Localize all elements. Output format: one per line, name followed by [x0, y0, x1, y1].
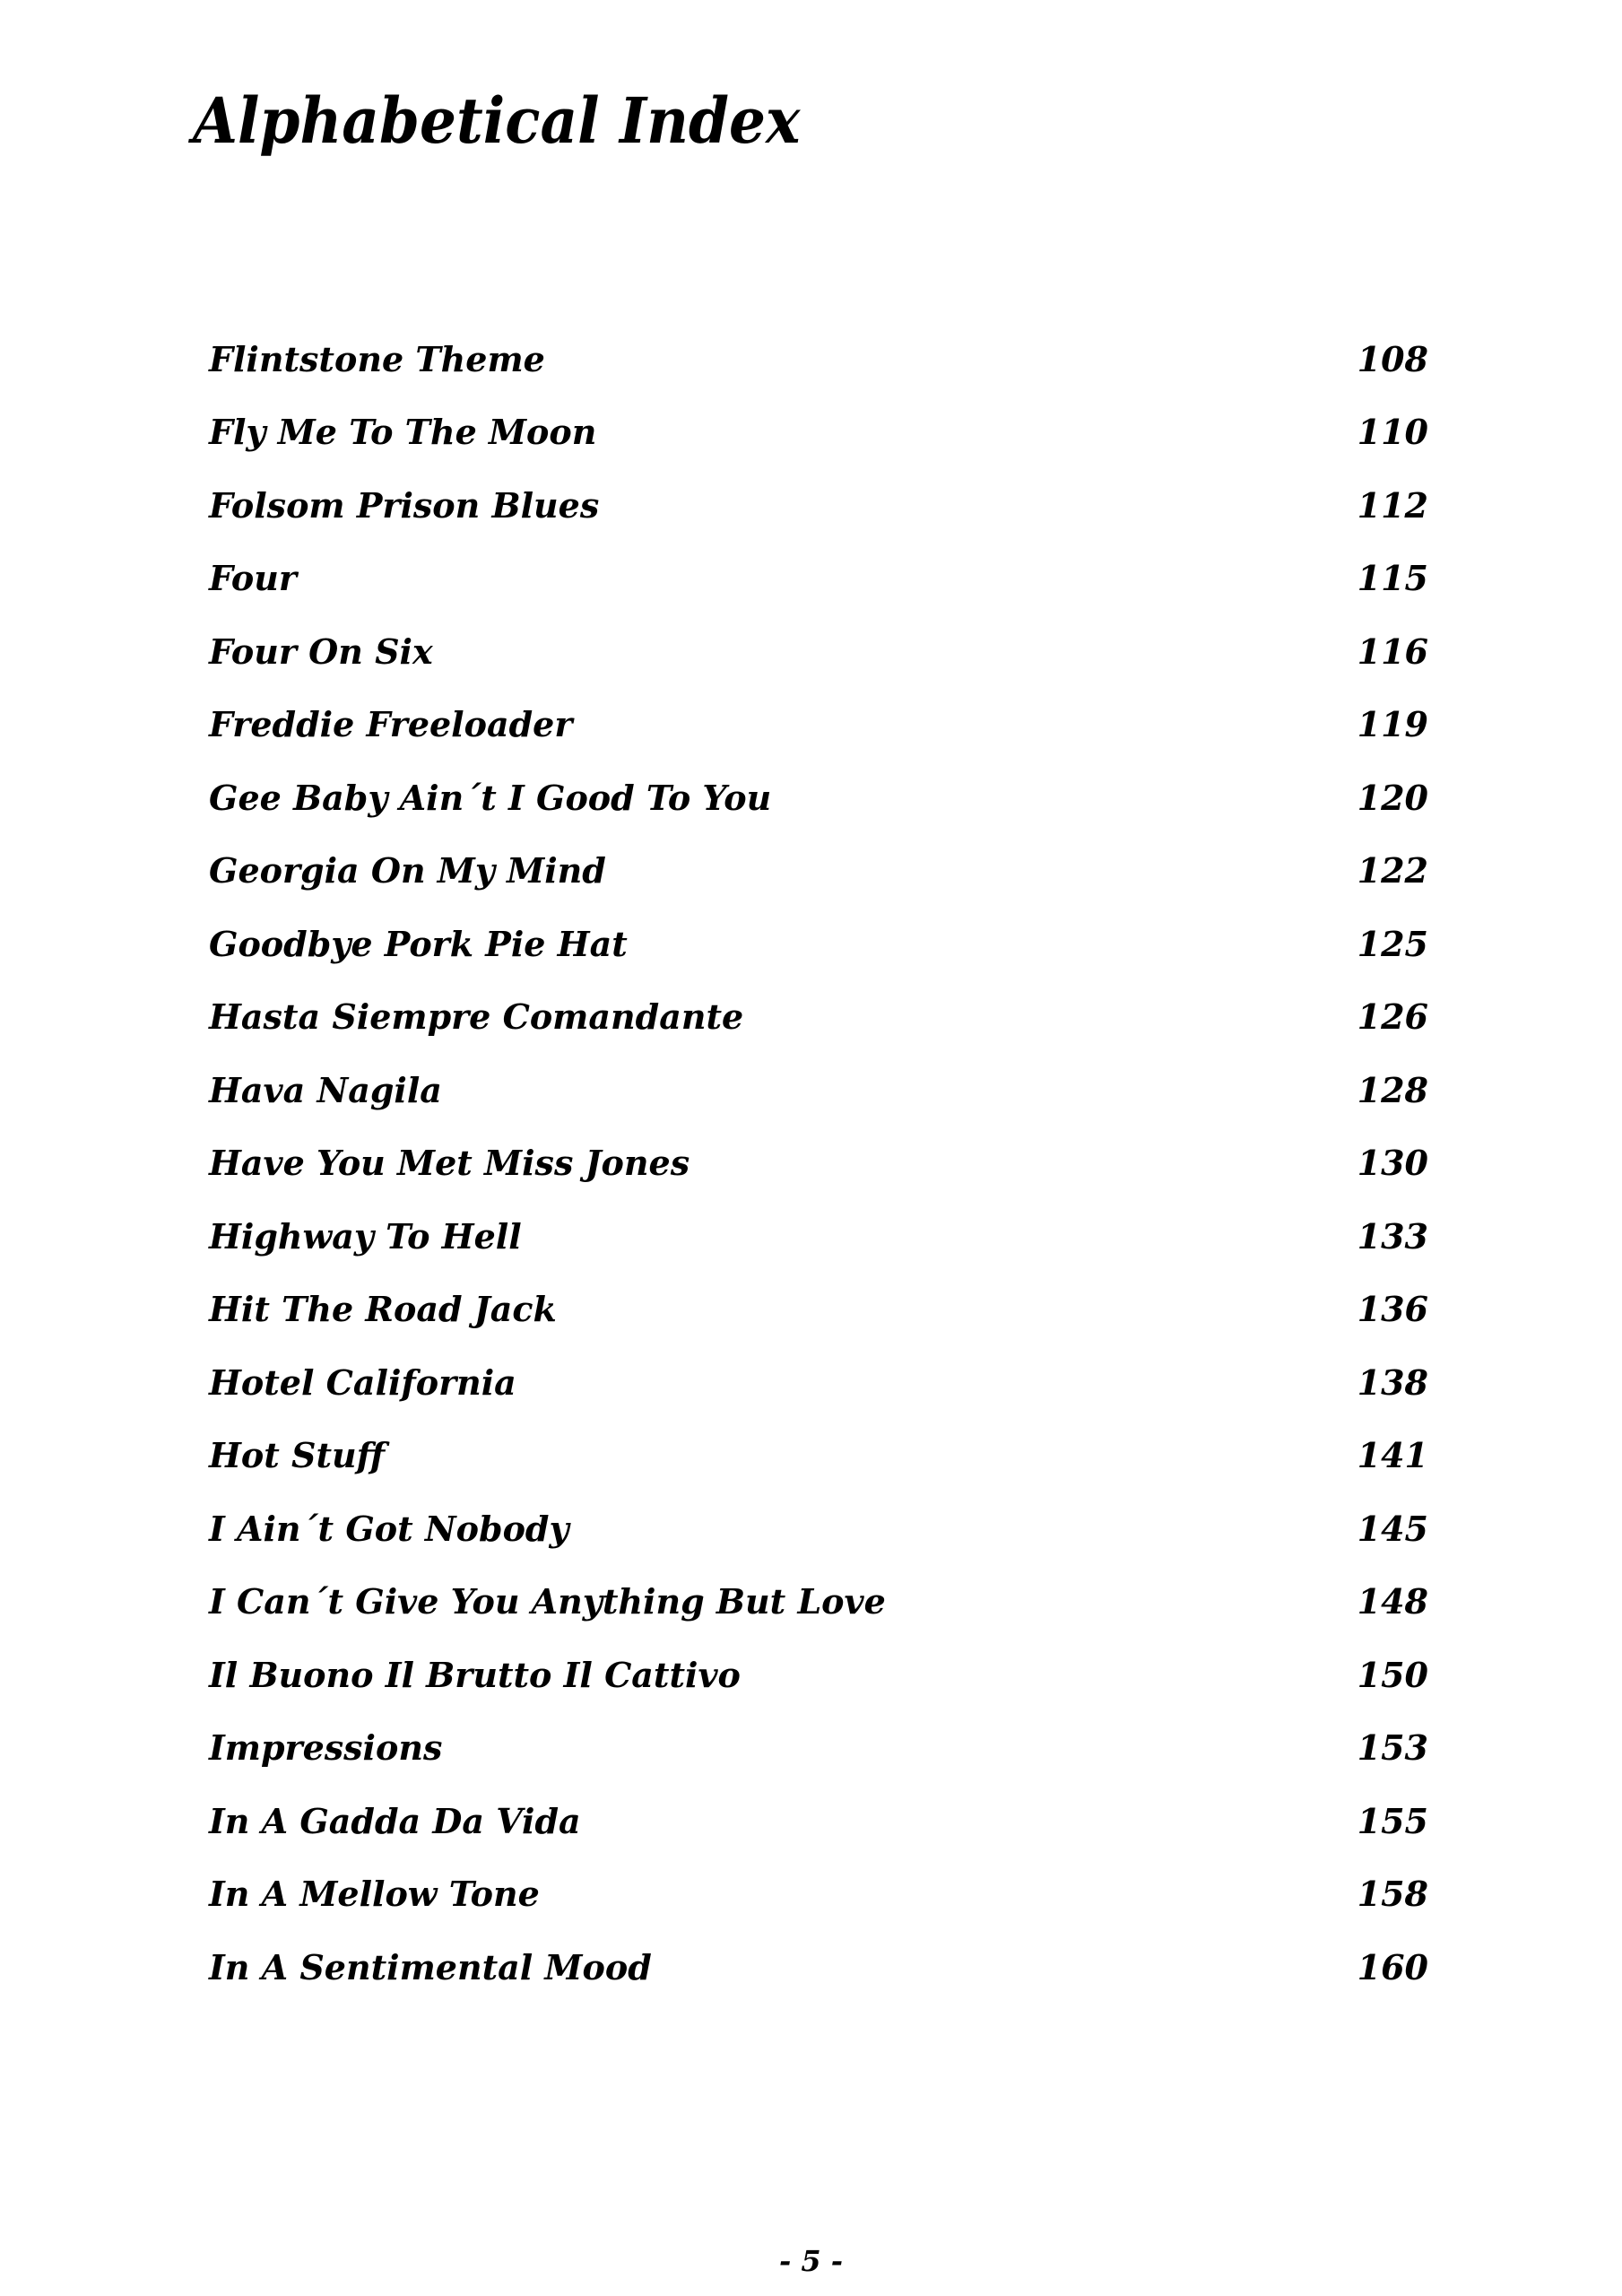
- index-entry[interactable]: [209, 1566, 1428, 1639]
- entry-page-number: 119: [1357, 704, 1428, 745]
- entry-title: In A Gadda Da Vida: [209, 1800, 581, 1841]
- entry-title: Flintstone Theme: [209, 338, 545, 379]
- entry-page-number: 125: [1357, 923, 1428, 964]
- entry-title: In A Mellow Tone: [209, 1874, 540, 1915]
- entry-title: Four On Six: [209, 631, 433, 672]
- entry-title: Folsom Prison Blues: [209, 484, 600, 526]
- entry-page-number: 128: [1357, 1069, 1428, 1110]
- index-entry[interactable]: [209, 323, 1428, 396]
- entry-page-number: 108: [1357, 338, 1428, 379]
- entry-title: Hot Stuff: [209, 1435, 386, 1476]
- entry-title: Hasta Siempre Comandante: [209, 996, 744, 1038]
- entry-title: Georgia On My Mind: [209, 850, 606, 891]
- index-entry[interactable]: [209, 1785, 1428, 1858]
- index-entry[interactable]: [209, 615, 1428, 689]
- entry-page-number: 120: [1357, 777, 1428, 818]
- entry-title: In A Sentimental Mood: [209, 1946, 652, 1987]
- entry-page-number: 133: [1357, 1215, 1428, 1257]
- entry-title: Goodbye Pork Pie Hat: [209, 923, 628, 964]
- index-entry[interactable]: [209, 1274, 1428, 1347]
- page-title: Alphabetical Index: [193, 83, 801, 158]
- entry-title: I Ain´t Got Nobody: [209, 1508, 569, 1549]
- entry-title: Fly Me To The Moon: [209, 412, 597, 453]
- entry-page-number: 155: [1357, 1800, 1428, 1841]
- entry-page-number: 160: [1357, 1946, 1428, 1987]
- index-entry[interactable]: [209, 1127, 1428, 1201]
- index-entry[interactable]: [209, 1054, 1428, 1127]
- index-list: [209, 323, 1428, 2005]
- index-entry[interactable]: [209, 1420, 1428, 1493]
- entry-page-number: 126: [1357, 996, 1428, 1038]
- entry-page-number: 136: [1357, 1289, 1428, 1330]
- index-entry[interactable]: [209, 761, 1428, 835]
- entry-page-number: 116: [1357, 631, 1428, 672]
- index-entry[interactable]: [209, 1931, 1428, 2005]
- entry-title: Have You Met Miss Jones: [209, 1143, 690, 1184]
- index-entry[interactable]: [209, 908, 1428, 981]
- index-entry[interactable]: [209, 1639, 1428, 1712]
- entry-page-number: 115: [1357, 558, 1428, 599]
- entry-page-number: 141: [1357, 1435, 1428, 1476]
- page-number-footer: - 5 -: [778, 2244, 844, 2278]
- entry-title: Freddie Freeloader: [209, 704, 573, 745]
- index-entry[interactable]: [209, 689, 1428, 762]
- entry-title: Gee Baby Ain´t I Good To You: [209, 777, 772, 818]
- index-entry[interactable]: [209, 1492, 1428, 1566]
- entry-page-number: 112: [1357, 484, 1428, 526]
- entry-page-number: 122: [1357, 850, 1428, 891]
- index-entry[interactable]: [209, 981, 1428, 1055]
- entry-title: Il Buono Il Brutto Il Cattivo: [209, 1654, 741, 1695]
- index-entry[interactable]: [209, 396, 1428, 470]
- entry-page-number: 148: [1357, 1581, 1428, 1622]
- index-entry[interactable]: [209, 543, 1428, 616]
- entry-page-number: 145: [1357, 1508, 1428, 1549]
- entry-title: Hava Nagila: [209, 1069, 442, 1110]
- index-entry[interactable]: [209, 835, 1428, 909]
- entry-page-number: 158: [1357, 1874, 1428, 1915]
- entry-page-number: 150: [1357, 1654, 1428, 1695]
- entry-title: I Can´t Give You Anything But Love: [209, 1581, 886, 1622]
- entry-title: Four: [209, 558, 297, 599]
- entry-title: Highway To Hell: [209, 1215, 522, 1257]
- index-entry[interactable]: [209, 1712, 1428, 1786]
- index-entry[interactable]: [209, 469, 1428, 543]
- entry-title: Hit The Road Jack: [209, 1289, 557, 1330]
- entry-page-number: 130: [1357, 1143, 1428, 1184]
- index-entry[interactable]: [209, 1858, 1428, 1932]
- index-entry[interactable]: [209, 1346, 1428, 1420]
- entry-page-number: 138: [1357, 1361, 1428, 1403]
- entry-title: Hotel California: [209, 1361, 516, 1403]
- entry-page-number: 153: [1357, 1727, 1428, 1769]
- entry-page-number: 110: [1357, 412, 1428, 453]
- entry-title: Impressions: [209, 1727, 443, 1769]
- index-entry[interactable]: [209, 1200, 1428, 1274]
